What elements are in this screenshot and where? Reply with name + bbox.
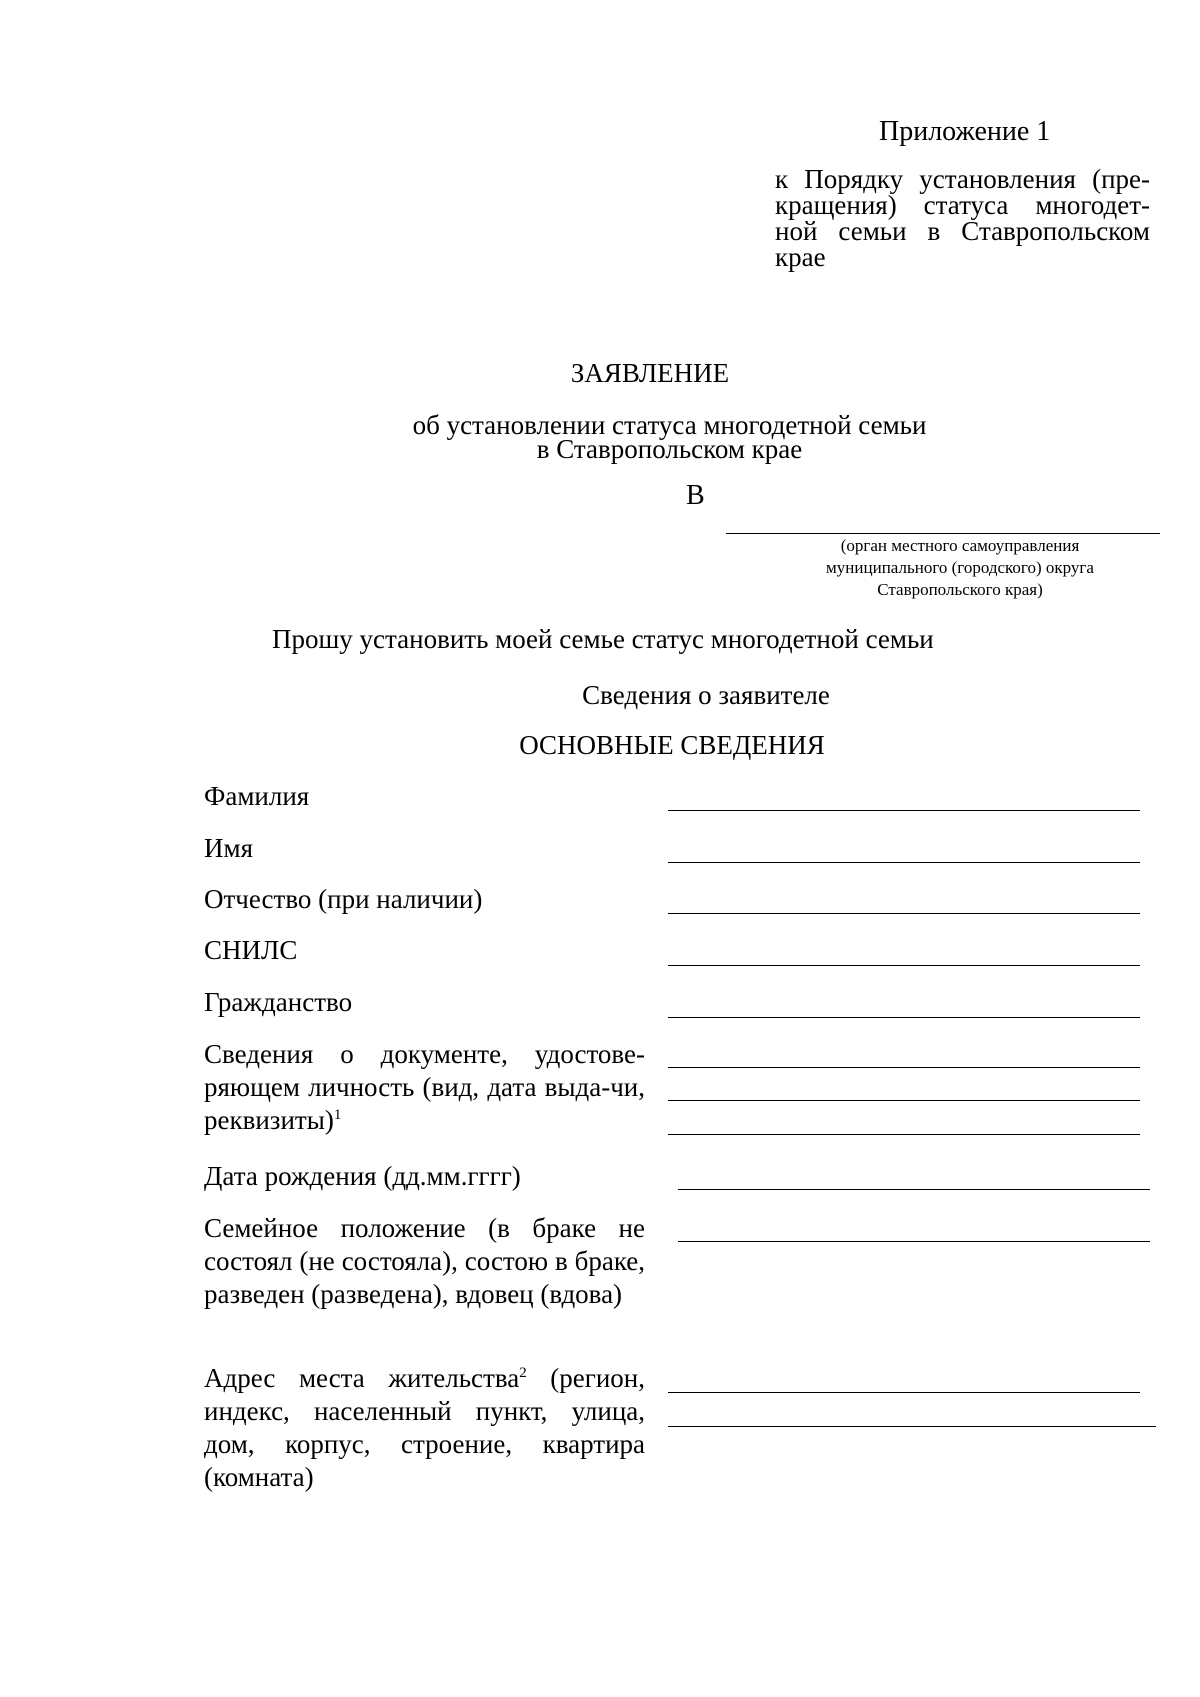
addressee-hint-line2: муниципального (городского) округа xyxy=(826,558,1094,577)
order-reference: к Порядку установления (пре-кращения) статуса многодет-ной семьи в Ставропольском крае xyxy=(775,164,1150,272)
surname-field-line[interactable] xyxy=(668,810,1140,811)
name-field-line[interactable] xyxy=(668,862,1140,863)
citizenship-field-line[interactable] xyxy=(668,1017,1140,1018)
footnote-marker-1: 1 xyxy=(333,1107,342,1123)
document-title: ЗАЯВЛЕНИЕ xyxy=(570,358,730,388)
addressee-field-line[interactable] xyxy=(726,533,1160,534)
address-field-line-2[interactable] xyxy=(668,1426,1156,1427)
field-label-birth-date: Дата рождения (дд.мм.гггг) xyxy=(204,1161,521,1191)
field-label-surname: Фамилия xyxy=(204,781,310,811)
section-title: Сведения о заявителе xyxy=(582,680,830,710)
document-subtitle-line2: в Ставропольском крае xyxy=(536,434,803,464)
field-label-name: Имя xyxy=(204,833,254,863)
addressee-prefix: В xyxy=(686,480,705,511)
addressee-hint-line1: (орган местного самоуправления xyxy=(840,536,1080,555)
identity-doc-field-line-3[interactable] xyxy=(668,1134,1140,1135)
appendix-label: Приложение 1 xyxy=(879,116,1051,147)
address-text-end: (регион, индекс, населенный пункт, улица, дом, корпус, строение, квартира (комната) xyxy=(204,1363,645,1492)
field-label-identity-document xyxy=(204,1038,645,1137)
identity-doc-text: Сведения о документе, удостове-ряющем личность (вид, дата выда-чи, реквизиты) xyxy=(204,1039,645,1135)
patronymic-field-line[interactable] xyxy=(668,913,1140,914)
address-text-start: Адрес места жительства xyxy=(204,1363,520,1393)
field-label-marital-status: Семейное положение (в браке не состоял (не состояла), состою в браке, разведен (разведена), вдовец (вдова) xyxy=(204,1213,645,1309)
address-field-line-1[interactable] xyxy=(668,1392,1140,1393)
field-label-citizenship: Гражданство xyxy=(204,987,353,1017)
subsection-title: ОСНОВНЫЕ СВЕДЕНИЯ xyxy=(519,730,825,760)
addressee-hint-line3: Ставропольского края) xyxy=(877,580,1043,599)
footnote-marker-2: 2 xyxy=(519,1365,527,1381)
marital-status-field-line[interactable] xyxy=(678,1241,1150,1242)
field-label-address xyxy=(204,1362,645,1494)
field-label-snils: СНИЛС xyxy=(204,935,298,965)
birth-date-field-line[interactable] xyxy=(678,1189,1150,1190)
request-text: Прошу установить моей семье статус многодетной семьи xyxy=(272,624,934,654)
document-subtitle-line1: об установлении статуса многодетной семьи xyxy=(412,410,927,440)
identity-doc-field-line-2[interactable] xyxy=(668,1100,1140,1101)
field-label-patronymic: Отчество (при наличии) xyxy=(204,884,483,914)
identity-doc-field-line-1[interactable] xyxy=(668,1067,1140,1068)
snils-field-line[interactable] xyxy=(668,965,1140,966)
